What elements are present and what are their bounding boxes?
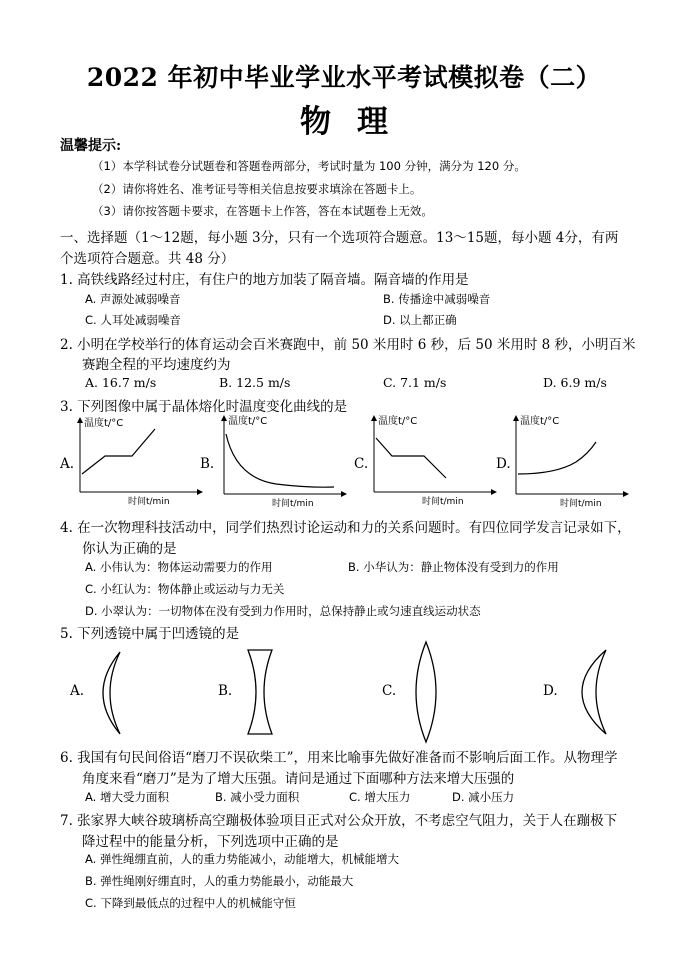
question-5-stem: 5. 下列透镜中属于凹透镜的是 xyxy=(60,626,240,642)
x-axis-label: 时间t/min xyxy=(272,499,314,509)
question-4-option-c: C. 小红认为：物体静止或运动与力无关 xyxy=(85,582,285,596)
tip-item: （2）请你将姓名、准考证号等相关信息按要求填涂在答题卡上。 xyxy=(92,182,422,196)
lens-b-biconcave xyxy=(240,646,280,738)
question-2-stem: 2. 小明在学校举行的体育运动会百米赛跑中，前 50 米用时 6 秒，后 50 米用时 8 秒，小明百米 xyxy=(60,337,636,353)
question-1-option-b: B. 传播途中减弱噪音 xyxy=(383,292,491,306)
y-axis-label: 温度t/°C xyxy=(378,416,418,427)
question-4-option-d: D. 小翠认为：一切物体在没有受到力作用时，总保持静止或匀速直线运动状态 xyxy=(85,604,481,618)
tip-item: （1）本学科试卷分试题卷和答题卷两部分，考试时量为 100 分钟，满分为 120 分。 xyxy=(92,159,526,173)
question-2-option-a: A. 16.7 m/s xyxy=(85,375,157,390)
question-7-stem-cont: 降过程中的能量分析，下列选项中正确的是 xyxy=(82,834,339,850)
question-2-option-b: B. 12.5 m/s xyxy=(219,375,291,390)
question-4-option-b: B. 小华认为：静止物体没有受到力的作用 xyxy=(348,560,559,574)
lens-c-biconvex xyxy=(406,640,446,744)
graph-d-diagram xyxy=(506,410,631,510)
question-2-option-c: C. 7.1 m/s xyxy=(383,375,447,390)
y-axis-label: 温度t/°C xyxy=(84,418,124,429)
question-7-stem: 7. 张家界大峡谷玻璃桥高空蹦极体验项目正式对公众开放，不考虑空气阻力，关于人在蹦极下 xyxy=(60,813,618,829)
lens-label-c: C. xyxy=(382,683,397,699)
question-6-option-c: C. 增大压力 xyxy=(349,790,411,804)
curve-melting xyxy=(82,429,155,474)
graph-a-diagram xyxy=(70,414,205,506)
y-axis-label: 温度t/°C xyxy=(228,416,268,427)
lens-label-b: B. xyxy=(218,683,233,699)
graph-label-b: B. xyxy=(200,456,215,472)
question-6-option-b: B. 减小受力面积 xyxy=(215,790,300,804)
curve-solidifying xyxy=(376,438,446,478)
question-4-stem: 4. 在一次物理科技活动中，同学们热烈讨论运动和力的关系问题时。有四位同学发言记录如下， xyxy=(60,520,631,536)
curve-cooling xyxy=(226,434,334,487)
y-axis-label: 温度t/°C xyxy=(520,416,560,427)
graph-label-a: A. xyxy=(60,456,75,472)
graph-b-diagram xyxy=(214,410,349,510)
question-7-option-b: B. 弹性绳刚好绷直时，人的重力势能最小，动能最大 xyxy=(85,874,354,888)
lens-a-meniscus xyxy=(88,648,128,738)
question-4-option-a: A. 小伟认为：物体运动需要力的作用 xyxy=(85,560,273,574)
subject-title: 物理 xyxy=(300,104,414,140)
question-3-stem: 3. 下列图像中属于晶体熔化时温度变化曲线的是 xyxy=(60,399,348,415)
question-7-option-a: A. 弹性绳绷直前，人的重力势能减小，动能增大，机械能增大 xyxy=(85,852,399,866)
question-7-option-c: C. 下降到最低点的过程中人的机械能守恒 xyxy=(85,896,296,910)
question-6-option-a: A. 增大受力面积 xyxy=(85,790,169,804)
question-6-stem: 6. 我国有句民间俗语“磨刀不误砍柴工”，用来比喻事先做好准备而不影响后面工作。从物理学 xyxy=(60,750,618,766)
question-1-option-d: D. 以上都正确 xyxy=(383,313,457,327)
tip-item: （3）请你按答题卡要求，在答题卡上作答，答在本试题卷上无效。 xyxy=(92,204,433,218)
question-1-option-c: C. 人耳处减弱噪音 xyxy=(85,313,181,327)
x-axis-label: 时间t/min xyxy=(128,497,170,506)
lens-label-a: A. xyxy=(70,683,85,699)
lens-label-d: D. xyxy=(543,683,558,699)
section-heading: 一、选择题（1～12题，每小题 3分，只有一个选项符合题意。13～15题，每小题 4分，有两 xyxy=(60,230,619,246)
section-heading-cont: 个选项符合题意。共 48 分） xyxy=(60,251,235,267)
curve-heating xyxy=(518,442,596,474)
x-axis-label: 时间t/min xyxy=(560,499,602,509)
tips-heading: 温馨提示: xyxy=(60,138,122,154)
question-6-option-d: D. 减小压力 xyxy=(452,790,515,804)
question-2-stem-cont: 赛跑全程的平均速度约为 xyxy=(82,357,231,373)
question-2-option-d: D. 6.9 m/s xyxy=(543,375,607,390)
question-4-stem-cont: 你认为正确的是 xyxy=(82,541,177,557)
question-1-stem: 1. 高铁线路经过村庄，有住户的地方加装了隔音墙。隔音墙的作用是 xyxy=(60,272,469,288)
graph-label-d: D. xyxy=(496,456,511,472)
lens-d-meniscus xyxy=(566,646,616,738)
question-1-option-a: A. 声源处减弱噪音 xyxy=(85,292,181,306)
x-axis-label: 时间t/min xyxy=(422,497,464,507)
question-6-stem-cont: 角度来看“磨刀”是为了增大压强。请问是通过下面哪种方法来增大压强的 xyxy=(82,771,515,787)
graph-label-c: C. xyxy=(354,456,369,472)
exam-title: 2022 年初中毕业学业水平考试模拟卷（二） xyxy=(86,63,602,92)
graph-c-diagram xyxy=(364,412,499,508)
